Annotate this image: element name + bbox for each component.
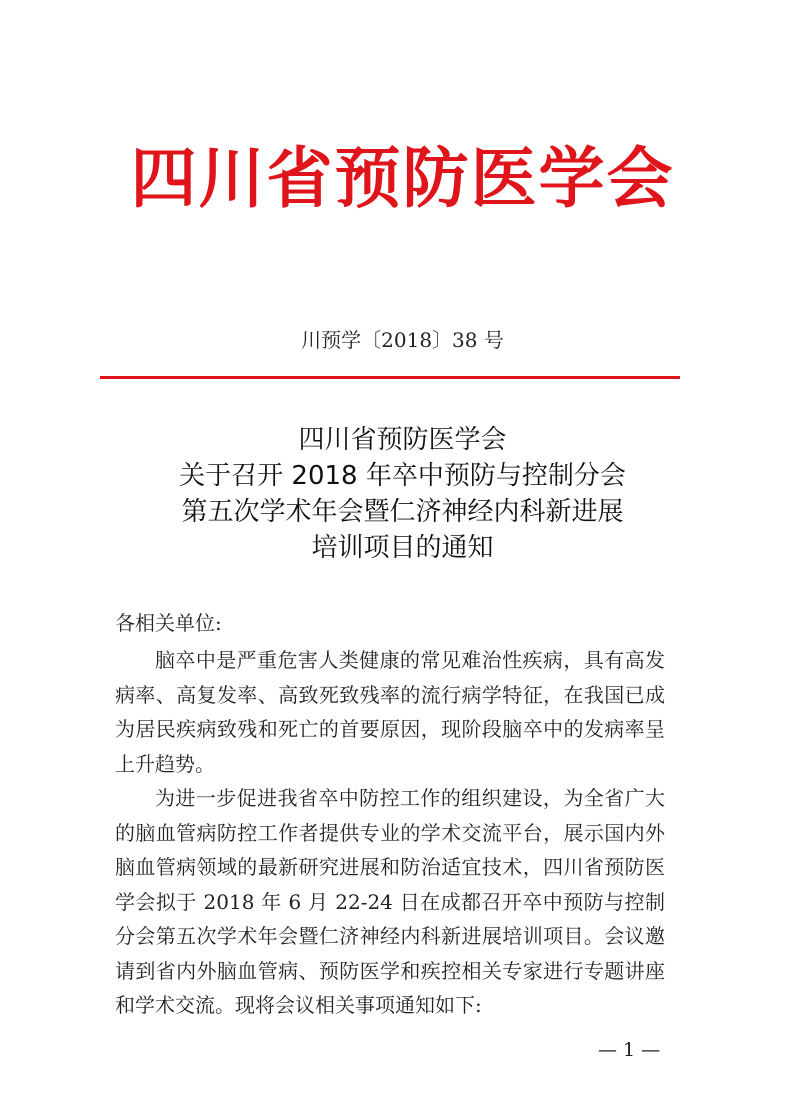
- page-number: — 1 —: [598, 1039, 661, 1061]
- title-line: 第五次学术年会暨仁济神经内科新进展: [181, 497, 624, 527]
- letterhead-title: 四川省预防医学会: [130, 139, 675, 217]
- notice-title: [0, 422, 805, 566]
- title-line: 关于召开 2018 年卒中预防与控制分会: [179, 461, 626, 491]
- letterhead-red-divider: [100, 376, 680, 379]
- body-paragraph: 脑卒中是严重危害人类健康的常见难治性疾病，具有高发病率、高复发率、高致死致残率的流行病学特征，在我国已成为居民疾病致残和死亡的首要原因，现阶段脑卒中的发病率呈上升趋势。: [115, 648, 665, 776]
- salutation: 各相关单位:: [115, 611, 222, 635]
- title-line: 四川省预防医学会: [298, 425, 507, 455]
- body-paragraph: 为进一步促进我省卒中防控工作的组织建设，为全省广大的脑血管病防控工作者提供专业的学术交流平台，展示国内外脑血管病领域的最新研究进展和防治适宜技术，四川省预防医学会拟于 2018 年 6 月 22-24 日在成都召开卒中预防与控制分会第五次学术年会暨仁济神经内科新进展培训项目。会议邀请到省内外脑血管病、预防医学和疾控相关专家进行专题讲座和学术交流。现将会议相关事项通知如下:: [115, 786, 665, 1017]
- notice-body: [115, 643, 665, 1023]
- title-line: 培训项目的通知: [311, 533, 494, 563]
- document-number: 川预学〔2018〕38 号: [301, 328, 504, 352]
